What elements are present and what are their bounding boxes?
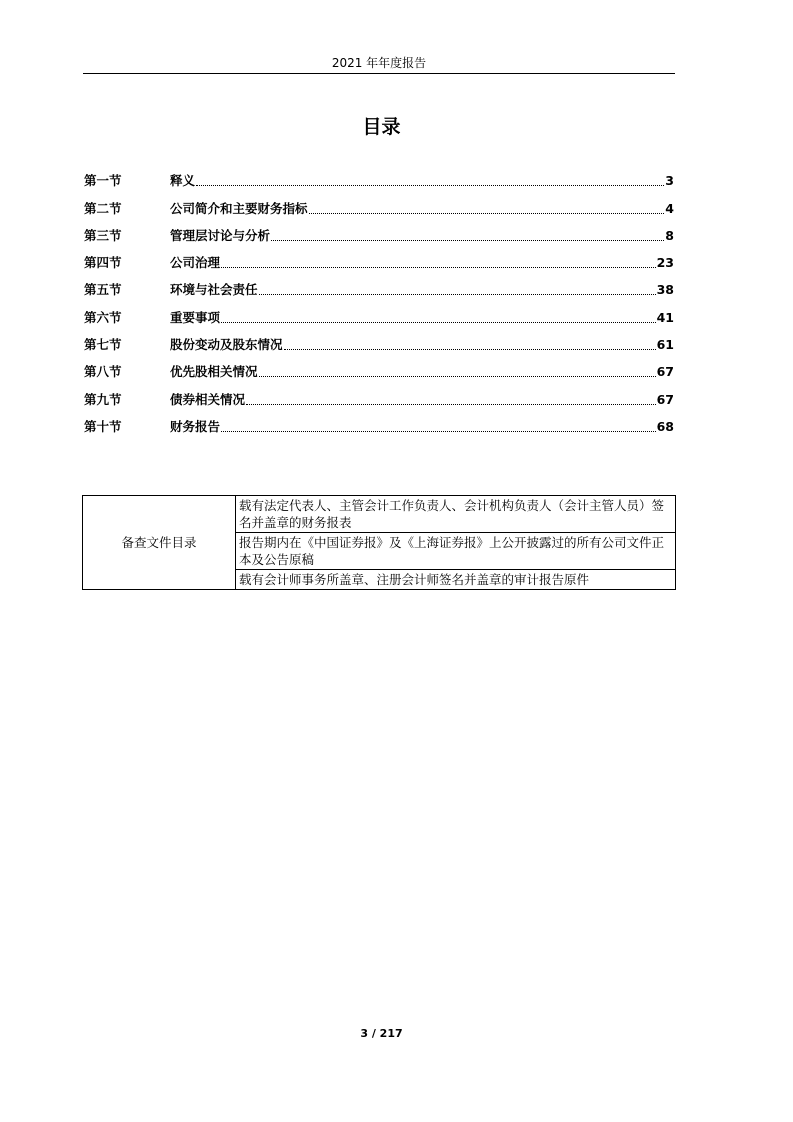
toc-section-number: 第八节 [84,364,122,380]
toc-page-number: 8 [665,227,674,243]
toc-leader-dots [309,213,665,214]
toc-section-title: 债券相关情况 [170,391,246,407]
toc-page-number: 23 [656,255,674,271]
toc-page-number: 3 [665,173,674,189]
toc-page-number: 68 [656,418,674,434]
toc-page-number: 61 [656,337,674,353]
reference-documents-label: 备查文件目录 [83,496,236,590]
toc-entry[interactable] [84,244,674,271]
toc-section-number: 第一节 [84,173,122,189]
table-row [83,496,676,533]
reference-document-item: 报告期内在《中国证券报》及《上海证券报》上公开披露过的所有公司文件正本及公告原稿 [236,533,676,570]
toc-section-number: 第二节 [84,200,122,216]
toc-section-title: 公司简介和主要财务指标 [170,200,308,216]
toc-section-title: 重要事项 [170,309,221,325]
page-number: 3 / 217 [360,1027,403,1040]
toc-leader-dots [196,185,664,186]
reference-document-item: 载有法定代表人、主管会计工作负责人、会计机构负责人（会计主管人员）签名并盖章的财务报表 [236,496,676,533]
toc-leader-dots [271,240,664,241]
toc-entry[interactable] [84,326,674,353]
toc-entry[interactable] [84,298,674,325]
toc-leader-dots [221,267,656,268]
toc-entry[interactable] [84,162,674,189]
toc-page-number: 67 [656,364,674,380]
toc-leader-dots [221,431,656,432]
toc-entry[interactable] [84,380,674,407]
toc-page-number: 41 [656,309,674,325]
toc-section-title: 财务报告 [170,418,221,434]
toc-section-title: 环境与社会责任 [170,282,258,298]
toc-section-title: 释义 [170,173,196,189]
toc-leader-dots [284,349,656,350]
toc-page-number: 4 [665,200,674,216]
toc-section-title: 股份变动及股东情况 [170,337,283,353]
toc-leader-dots [259,376,656,377]
toc-section-title: 公司治理 [170,255,221,271]
toc-section-number: 第五节 [84,282,122,298]
reference-documents-table [82,495,676,590]
toc-page-number: 38 [656,282,674,298]
reference-document-item: 载有会计师事务所盖章、注册会计师签名并盖章的审计报告原件 [236,570,676,590]
page-header: 2021 年年度报告 [331,56,427,70]
toc-section-number: 第三节 [84,227,122,243]
toc-page-number: 67 [656,391,674,407]
toc-section-number: 第七节 [84,337,122,353]
toc-section-title: 管理层讨论与分析 [170,227,271,243]
header-rule [83,73,675,74]
toc-leader-dots [259,294,656,295]
toc-entry[interactable] [84,271,674,298]
toc-entry[interactable] [84,189,674,216]
toc-section-title: 优先股相关情况 [170,364,258,380]
table-of-contents [84,162,674,435]
toc-leader-dots [246,404,656,405]
toc-section-number: 第四节 [84,255,122,271]
toc-section-number: 第十节 [84,418,122,434]
toc-entry[interactable] [84,353,674,380]
toc-section-number: 第六节 [84,309,122,325]
toc-leader-dots [221,322,656,323]
page-title: 目录 [362,116,401,138]
toc-entry[interactable] [84,217,674,244]
toc-entry[interactable] [84,408,674,435]
toc-section-number: 第九节 [84,391,122,407]
